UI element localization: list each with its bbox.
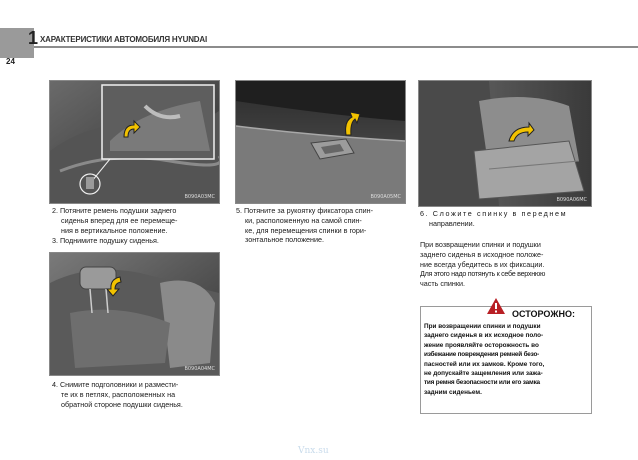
text-line: не допускайте защемления или зажа- bbox=[424, 370, 543, 378]
photo-code: B090A03MC bbox=[184, 194, 215, 200]
curved-arrow-icon bbox=[507, 121, 535, 143]
header-rule bbox=[34, 46, 638, 48]
text-line: ние всегда убедитесь в их фиксации. bbox=[420, 259, 545, 269]
warning-title: ОСТОРОЖНО: bbox=[512, 309, 575, 319]
text-line: избежание повреждения ремней безо- bbox=[424, 351, 540, 359]
step-3-text: 3. Поднимите подушку сиденья. bbox=[52, 236, 159, 245]
text-line: заднего сиденья в исходное положе- bbox=[420, 249, 544, 259]
text-line: заднего сиденья в их исходное поло- bbox=[424, 332, 544, 340]
text-line: 2. Потяните ремень подушки заднего bbox=[52, 206, 177, 215]
watermark: Vnx.su bbox=[298, 446, 329, 456]
text-line: При возвращении спинки и подушки bbox=[420, 240, 541, 249]
text-line: ки, расположенную на самой спин- bbox=[245, 215, 362, 225]
step-5-text bbox=[236, 206, 406, 245]
photo-seat-belt bbox=[49, 80, 220, 204]
text-line: часть спинки. bbox=[420, 279, 465, 289]
text-line: тия ремня безопасности или его замка bbox=[424, 379, 540, 387]
photo-headrest bbox=[49, 252, 220, 376]
chapter-number: 1 bbox=[28, 28, 39, 48]
text-line: При возвращении спинки и подушки bbox=[424, 323, 541, 330]
page-header bbox=[0, 0, 638, 58]
text-line: 4. Снимите подголовники и размести- bbox=[52, 380, 179, 389]
text-line: обратной стороне подушки сиденья. bbox=[61, 399, 183, 409]
lock-check-paragraph bbox=[420, 240, 590, 289]
photo-code: B090A05MC bbox=[370, 194, 401, 200]
page-number: 24 bbox=[6, 57, 15, 66]
curved-arrow-icon bbox=[120, 119, 142, 141]
text-line: направлении. bbox=[429, 218, 475, 228]
photo-code: B090A04MC bbox=[184, 366, 215, 372]
step-6-text bbox=[420, 209, 590, 229]
text-line: пасностей или их замков. Кроме того, bbox=[424, 360, 545, 368]
chapter-title: ХАРАКТЕРИСТИКИ АВТОМОБИЛЯ HYUNDAI bbox=[40, 35, 207, 44]
step-2-text bbox=[52, 206, 226, 235]
text-line: те их в петлях, расположенных на bbox=[61, 389, 176, 399]
text-line: 5. Потяните за рукоятку фиксатора спин- bbox=[236, 206, 374, 215]
text-line: зонтальное положение. bbox=[245, 235, 324, 245]
photo-folded-seat bbox=[418, 80, 592, 207]
text-line: 6. Сложите спинку в переднем bbox=[420, 209, 568, 218]
text-line: сиденья вперед для ее перемеще- bbox=[61, 215, 178, 225]
text-line: Для этого надо потянуть к себе верхнюю bbox=[420, 269, 546, 279]
text-line: ке, для перемещения спинки в гори- bbox=[245, 225, 367, 235]
text-line: жение проявляйте осторожность во bbox=[424, 341, 539, 349]
curved-arrow-icon bbox=[106, 275, 124, 297]
text-line: задним сиденьем. bbox=[424, 388, 482, 396]
warning-text bbox=[424, 322, 588, 397]
step-4-text bbox=[52, 380, 226, 409]
curved-arrow-icon bbox=[340, 109, 364, 137]
text-line: ния в вертикальное положение. bbox=[61, 225, 168, 235]
exclamation-warning-icon bbox=[486, 297, 506, 315]
photo-seatback-lever bbox=[235, 80, 406, 204]
photo-code: B090A06MC bbox=[556, 197, 587, 203]
